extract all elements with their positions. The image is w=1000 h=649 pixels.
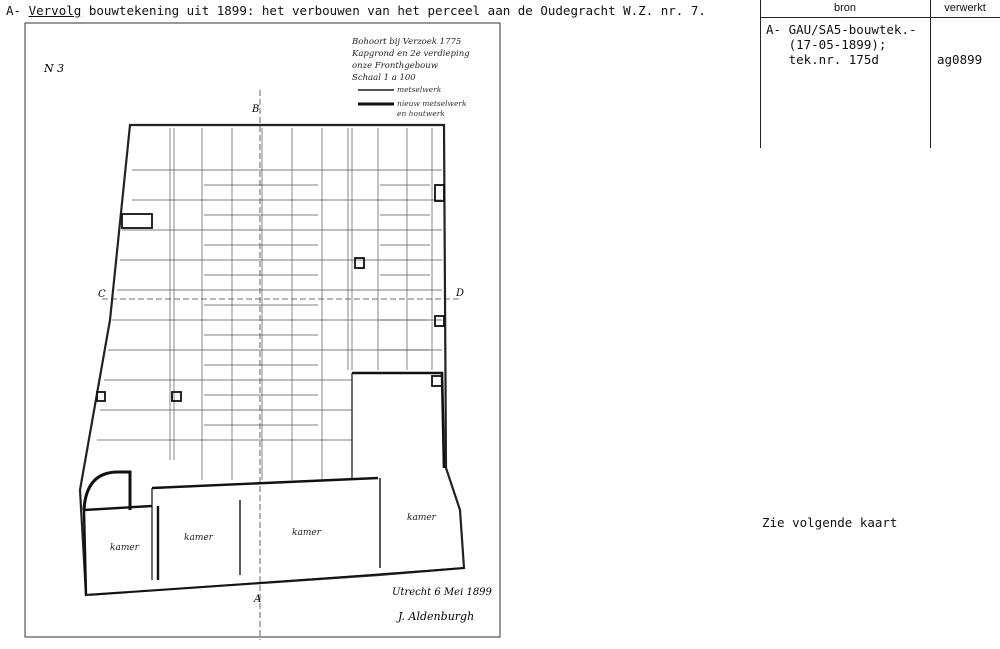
- marker-a: A: [254, 594, 262, 605]
- sheet-number: N 3: [44, 62, 65, 75]
- processed-value: ag0899: [937, 52, 983, 67]
- legend-line-3: en houtwerk: [397, 109, 445, 118]
- title-block: [351, 37, 470, 83]
- marker-d: D: [456, 288, 465, 299]
- signature: J. Aldenburgh: [398, 610, 475, 623]
- see-next-map-note: Zie volgende kaart: [762, 515, 898, 530]
- lower-rooms: [84, 472, 464, 595]
- marker-b: B: [252, 104, 260, 115]
- title-line-4: Schaal 1 a 100: [352, 73, 416, 83]
- roof-grid: [97, 128, 442, 480]
- heading-prefix: A-: [6, 3, 22, 18]
- source-table: [760, 0, 1000, 148]
- document-heading: [6, 3, 706, 18]
- place-date: Utrecht 6 Mei 1899: [392, 587, 492, 598]
- legend-block: [358, 85, 467, 118]
- room-label-2: kamer: [184, 533, 213, 543]
- heading-underlined-word: Vervolg: [28, 3, 82, 18]
- floor-plan-drawing: [22, 20, 504, 640]
- chimneys: [97, 185, 444, 401]
- title-line-3: onze Fronthgebouw: [352, 61, 439, 71]
- heading-text: bouwtekening uit 1899: het verbouwen van het perceel aan de Oudegracht W.Z. nr. 7.: [88, 3, 706, 18]
- header-processed: verwerkt: [944, 2, 986, 14]
- header-source: bron: [833, 2, 857, 14]
- room-label-3: kamer: [292, 528, 321, 538]
- source-text: A- GAU/SA5-bouwtek.- (17-05-1899); tek.nr. 175d: [766, 22, 917, 67]
- title-line-2: Kapgrond en 2e verdieping: [352, 49, 470, 59]
- legend-line-1: metselwerk: [397, 85, 442, 94]
- marker-c: C: [98, 289, 106, 300]
- room-label-4: kamer: [407, 513, 436, 523]
- legend-line-2: nieuw metselwerk: [397, 99, 467, 108]
- title-line-1: Bohoort bij Verzoek 1775: [352, 37, 462, 47]
- building-outline: [80, 125, 464, 595]
- room-label-1: kamer: [110, 543, 139, 553]
